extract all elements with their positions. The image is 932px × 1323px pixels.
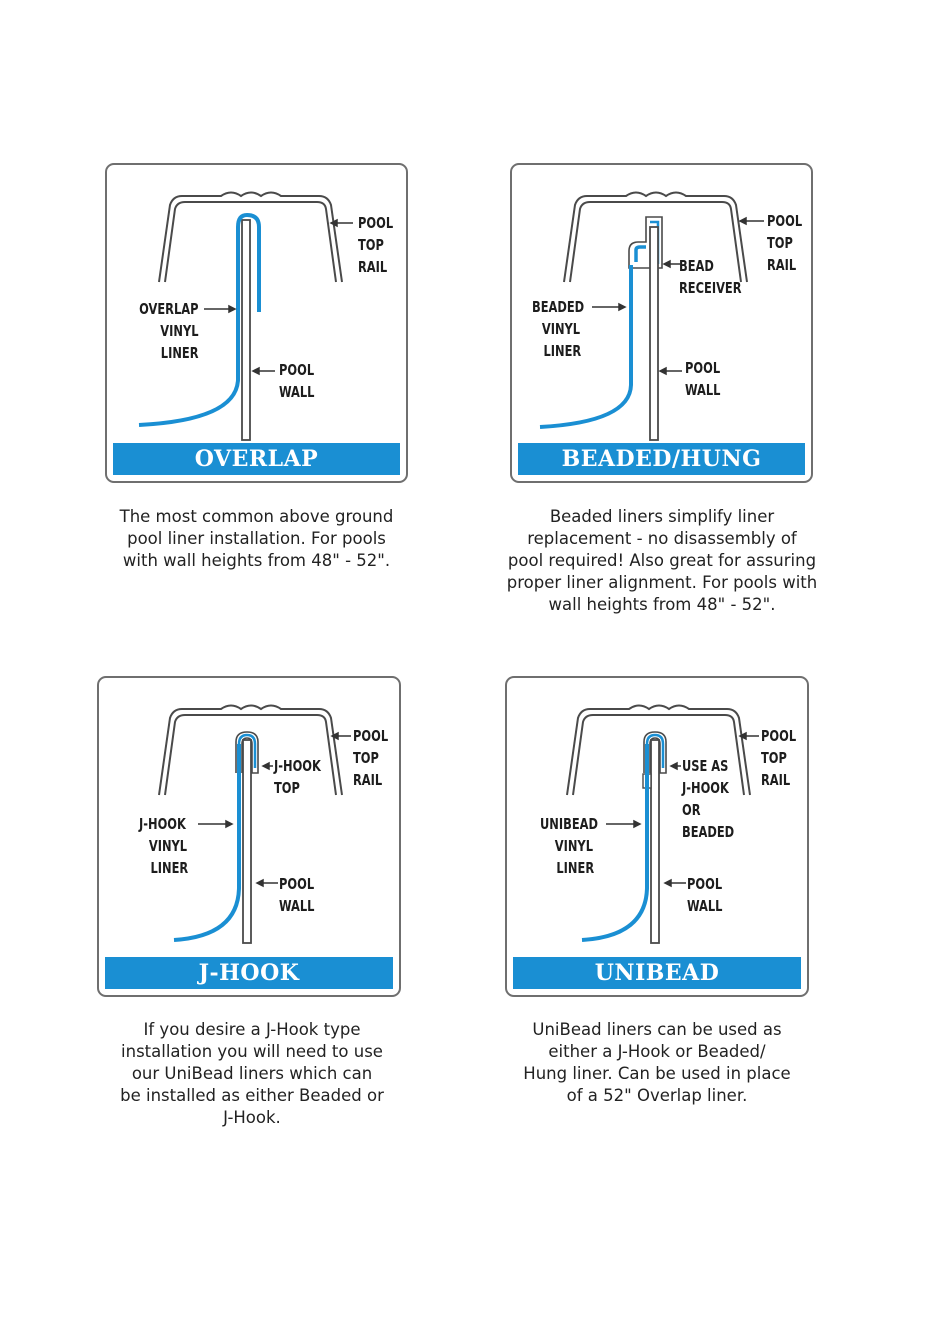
beaded-description: Beaded liners simplify liner replacement - no disassembly of pool required! Also great for assuring proper liner alignment. For pools with wall heights from 48" - 52". [506,507,818,614]
unibead-liner-label: UNIBEAD VINYL LINER [540,815,598,877]
unibead-use-label: USE AS J-HOOK OR BEADED [682,757,735,841]
overlap-description: The most common above ground pool liner installation. For pools with wall heights from 48" - 52". [119,507,394,570]
jhook-card [97,676,401,997]
overlap-rail-label: POOL TOP RAIL [358,214,394,276]
unibead-description: UniBead liners can be used as either a J-Hook or Beaded/ Hung liner. Can be used in place of a 52" Overlap liner. [523,1020,791,1105]
beaded-wall-label: POOL WALL [685,359,721,399]
overlap-wall-label: POOL WALL [279,361,315,401]
pool-wall [650,227,658,440]
pool-wall [242,220,250,440]
pool-wall [243,740,251,943]
unibead-card [505,676,809,997]
jhook-description: If you desire a J-Hook type installation you will need to use our UniBead liners which can be installed as either Beaded or J-Hook. [120,1020,384,1127]
unibead-title-banner: UNIBEAD [513,957,801,989]
beaded-title-banner: BEADED/HUNG [518,443,805,475]
beaded-liner-label: BEADED VINYL LINER [532,298,585,360]
beaded-rail-label: POOL TOP RAIL [767,212,803,274]
bead-receiver-label: BEAD RECEIVER [679,257,742,297]
jhook-liner-label: J-HOOK VINYL LINER [139,815,189,877]
jhook-rail-label: POOL TOP RAIL [353,727,389,789]
unibead-wall-label: POOL WALL [687,875,723,915]
beaded-card [510,163,813,483]
overlap-card [105,163,408,483]
unibead-rail-label: POOL TOP RAIL [761,727,797,789]
jhook-wall-label: POOL WALL [279,875,315,915]
overlap-liner-label: OVERLAP VINYL LINER [139,300,199,362]
jhook-top-label: J-HOOK TOP [274,757,321,797]
overlap-title-banner: OVERLAP [113,443,400,475]
pool-wall [651,740,659,943]
jhook-title-banner: J-HOOK [105,957,393,989]
